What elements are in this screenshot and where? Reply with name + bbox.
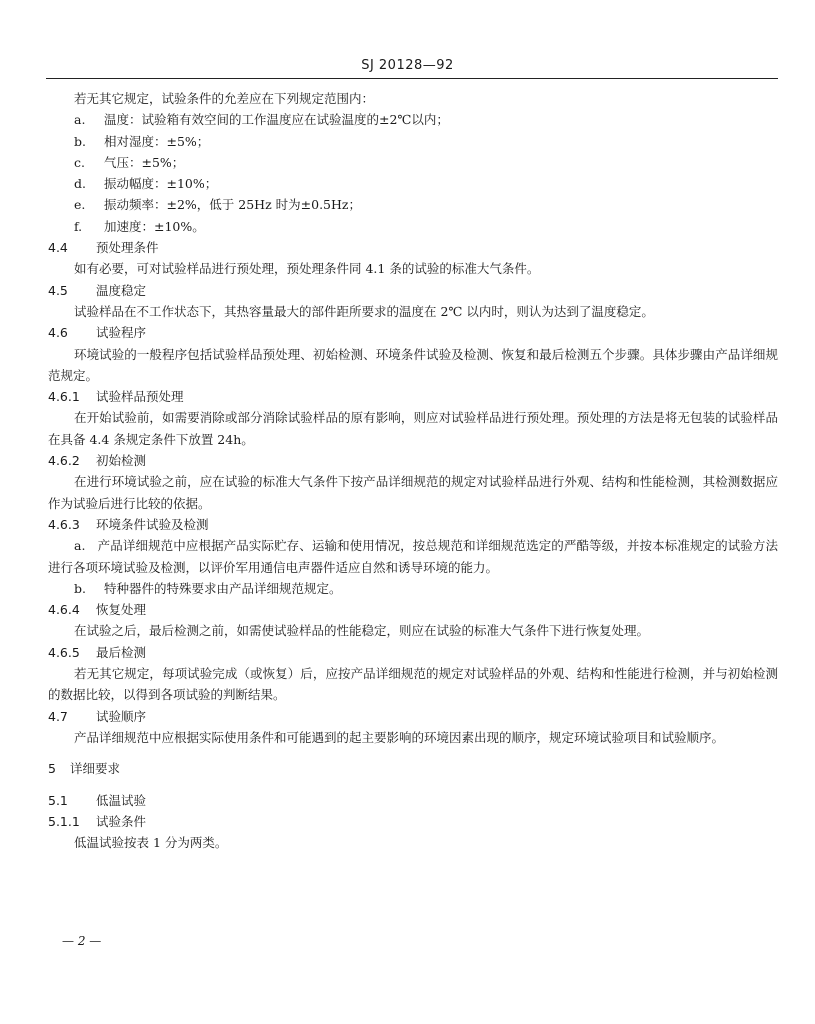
list-paragraph: [48, 535, 778, 578]
section-heading-4-5: [48, 280, 778, 301]
list-marker: f.: [74, 218, 83, 234]
section-title: 初始检测: [96, 453, 147, 469]
section-title: 详细要求: [70, 761, 121, 777]
section-title: 低温试验: [96, 792, 147, 808]
standard-number: SJ 20128—92: [361, 58, 454, 73]
section-paragraph: 在试验之后，最后检测之前，如需使试验样品的性能稳定，则应在试验的标准大气条件下进行恢复处理。: [74, 623, 650, 639]
list-text: 相对湿度：±5%；: [104, 133, 210, 149]
section-paragraph: 低温试验按表 1 分为两类。: [74, 835, 228, 851]
intro-paragraph: 若无其它规定，试验条件的允差应在下列规定范围内：: [74, 91, 375, 106]
section-paragraph: 产品详细规范中应根据实际使用条件和可能遇到的起主要影响的环境因素出现的顺序，规定环境试验项目和试验顺序。: [74, 729, 725, 745]
section-heading-4-7: [48, 706, 778, 727]
section-title: 预处理条件: [96, 240, 159, 256]
list-marker: a.: [74, 538, 86, 554]
tolerance-item: [48, 131, 778, 152]
section-heading-5: [48, 758, 778, 779]
section-heading-4-4: [48, 237, 778, 258]
list-marker: d.: [74, 176, 86, 192]
section-title: 恢复处理: [96, 602, 147, 618]
section-paragraph: 试验样品在不工作状态下，其热容量最大的部件距所要求的温度在 2℃ 以内时，则认为达到了温度稳定。: [74, 303, 654, 319]
section-number: 4.7: [48, 708, 68, 724]
section-heading-4-6-2: [48, 450, 778, 471]
document-body: [48, 88, 778, 853]
list-marker: e.: [74, 197, 86, 213]
list-marker: a.: [74, 112, 86, 128]
section-paragraph: 在进行环境试验之前，应在试验的标准大气条件下按产品详细规范的规定对试验样品进行外观、结构和性能检测，其检测数据应作为试验后进行比较的依据。: [48, 474, 778, 511]
section-number: 4.4: [48, 240, 68, 256]
list-text: 特种器件的特殊要求由产品详细规范规定。: [104, 580, 342, 596]
section-number: 4.6.3: [48, 516, 80, 532]
section-number: 4.6.2: [48, 453, 80, 469]
list-marker: b.: [74, 133, 86, 149]
tolerance-item: [48, 216, 778, 237]
section-heading-4-6-4: [48, 599, 778, 620]
section-number: 4.6: [48, 325, 68, 341]
list-text: 气压：±5%；: [104, 154, 185, 170]
section-number: 5: [48, 761, 56, 777]
section-title: 环境条件试验及检测: [96, 516, 209, 532]
tolerance-item: [48, 194, 778, 215]
list-text: 振动频率：±2%，低于 25Hz 时为±0.5Hz；: [104, 197, 361, 213]
section-title: 最后检测: [96, 644, 147, 660]
list-marker: b.: [74, 580, 86, 596]
list-item: [48, 578, 778, 599]
list-text: 温度：试验箱有效空间的工作温度应在试验温度的±2℃以内；: [104, 112, 449, 128]
section-paragraph: 环境试验的一般程序包括试验样品预处理、初始检测、环境条件试验及检测、恢复和最后检测五个步骤。具体步骤由产品详细规范规定。: [48, 346, 778, 383]
section-heading-5-1: [48, 790, 778, 811]
section-title: 试验顺序: [96, 708, 147, 724]
section-number: 5.1.1: [48, 813, 80, 829]
tolerance-item: [48, 109, 778, 130]
section-number: 5.1: [48, 792, 68, 808]
page-number: — 2 —: [62, 934, 102, 948]
section-title: 试验程序: [96, 325, 147, 341]
tolerance-item: [48, 152, 778, 173]
section-number: 4.6.1: [48, 389, 80, 405]
section-heading-4-6-3: [48, 514, 778, 535]
section-number: 4.5: [48, 282, 68, 298]
section-number: 4.6.5: [48, 644, 80, 660]
section-paragraph: 若无其它规定，每项试验完成（或恢复）后，应按产品详细规范的规定对试验样品的外观、结构和性能进行检测，并与初始检测的数据比较，以得到各项试验的判断结果。: [48, 666, 778, 703]
section-number: 4.6.4: [48, 602, 80, 618]
section-paragraph: 在开始试验前，如需要消除或部分消除试验样品的原有影响，则应对试验样品进行预处理。预处理的方法是将无包装的试验样品在具备 4.4 条规定条件下放置 24h。: [48, 410, 778, 447]
list-text: 加速度：±10%。: [104, 218, 205, 234]
section-title: 试验条件: [96, 813, 147, 829]
header-rule: [46, 78, 778, 79]
section-heading-4-6-1: [48, 386, 778, 407]
section-heading-4-6-5: [48, 642, 778, 663]
section-title: 温度稳定: [96, 282, 147, 298]
list-marker: c.: [74, 154, 85, 170]
section-paragraph: 如有必要，可对试验样品进行预处理，预处理条件同 4.1 条的试验的标准大气条件。: [74, 261, 540, 277]
tolerance-item: [48, 173, 778, 194]
list-text: 振动幅度：±10%；: [104, 176, 218, 192]
section-heading-5-1-1: [48, 811, 778, 832]
section-heading-4-6: [48, 322, 778, 343]
list-text: 产品详细规范中应根据产品实际贮存、运输和使用情况，按总规范和详细规范选定的严酷等级，并按本标准规定的试验方法进行各项环境试验及检测，以评价军用通信电声器件适应自然和诱导环境的能力。: [48, 538, 778, 575]
section-title: 试验样品预处理: [96, 389, 184, 405]
